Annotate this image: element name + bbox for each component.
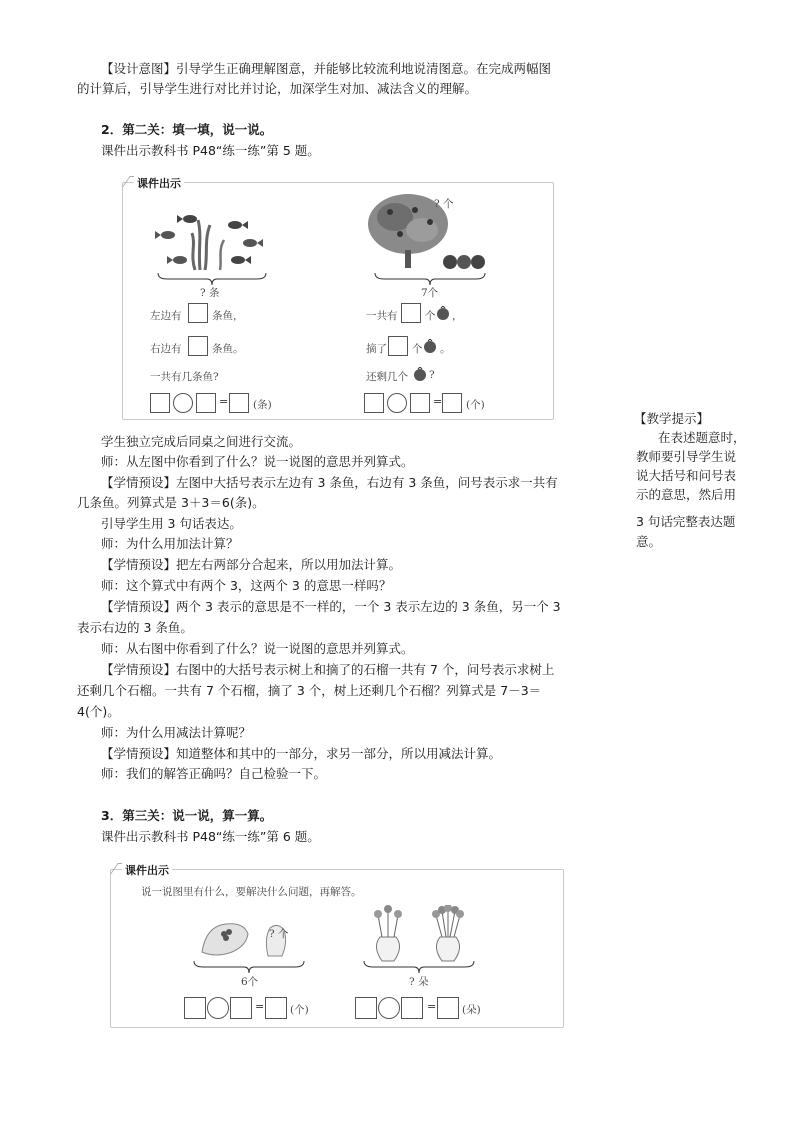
question-mark: ? <box>429 369 435 381</box>
comma: ， <box>452 310 463 322</box>
hand-unit: (个) <box>290 1004 309 1016</box>
body-line: 4(个)。 <box>77 704 120 719</box>
operator-circle[interactable] <box>173 393 193 413</box>
section3-subtitle: 课件出示教科书 P48“练一练”第 6 题。 <box>101 829 320 844</box>
pomegranate-icon <box>436 306 452 320</box>
body-line: 学生独立完成后同桌之间进行交流。 <box>101 434 302 449</box>
right-question: 还剩几个 <box>366 371 408 383</box>
body-line: 【学情预设】右图中的大括号表示树上和摘了的石榴一共有 7 个，问号表示求树上 <box>101 662 555 677</box>
body-line: 还剩几个石榴。一共有 7 个石榴，摘了 3 个，树上还剩几个石榴？列算式是 7－3＝ <box>77 683 542 698</box>
period: 。 <box>440 343 451 355</box>
body-line: 师：从左图中你看到了什么？说一说图的意思并列算式。 <box>101 454 414 469</box>
equation-box[interactable] <box>230 997 252 1019</box>
equation-box[interactable] <box>401 997 423 1019</box>
goldfish-illustration <box>150 205 270 275</box>
body-line: 师：为什么用减法计算呢？ <box>101 725 252 740</box>
left-q2-prefix: 右边有 <box>150 343 182 355</box>
brace-vases <box>363 960 475 974</box>
equation-box[interactable] <box>410 393 430 413</box>
design-intent-line2: 的计算后，引导学生进行对比并讨论，加深学生对加、减法含义的理解。 <box>77 81 478 96</box>
hands-illustration <box>196 912 306 962</box>
right-q2-suffix: 个 <box>412 343 423 355</box>
hand-question-label: ? 个 <box>269 928 289 940</box>
panel2-prompt: 说一说图里有什么，要解决什么问题，再解答。 <box>141 886 362 898</box>
hand-brace-label: 6个 <box>241 976 259 988</box>
equals-sign: = <box>427 1000 437 1013</box>
pomegranate-tree-illustration <box>360 192 490 272</box>
body-line: 表示右边的 3 条鱼。 <box>77 620 193 635</box>
body-line: 【学情预设】两个 3 表示的意思是不一样的，一个 3 表示左边的 3 条鱼，另一个 3 <box>101 599 561 614</box>
answer-box[interactable] <box>188 303 208 323</box>
vases-illustration <box>364 905 484 963</box>
equals-sign: = <box>219 395 229 408</box>
result-box[interactable] <box>437 997 459 1019</box>
result-box[interactable] <box>229 393 249 413</box>
equation-box[interactable] <box>364 393 384 413</box>
body-line: 师：这个算式中有两个 3，这两个 3 的意思一样吗？ <box>101 578 392 593</box>
teaching-tip-line: 示的意思，然后用 <box>636 487 737 502</box>
body-line: 几条鱼。列算式是 3＋3＝6(条)。 <box>77 495 265 510</box>
tree-question-label: ? 个 <box>434 198 454 210</box>
answer-box[interactable] <box>188 336 208 356</box>
right-q2-prefix: 摘了 <box>366 343 387 355</box>
left-q2-suffix: 条鱼。 <box>212 343 244 355</box>
answer-box[interactable] <box>401 303 421 323</box>
teaching-tip-title: 【教学提示】 <box>634 411 710 426</box>
equals-sign: = <box>255 1000 265 1013</box>
pomegranate-icon <box>413 367 429 381</box>
equation-box[interactable] <box>196 393 216 413</box>
left-question: 一共有几条鱼? <box>150 371 219 383</box>
left-unit: (条) <box>253 399 272 411</box>
answer-box[interactable] <box>388 336 408 356</box>
design-intent-line1: 【设计意图】引导学生正确理解图意，并能够比较流利地说清图意。在完成两幅图 <box>101 61 552 76</box>
brace-left <box>157 272 267 286</box>
body-line: 师：从右图中你看到了什么？说一说图的意思并列算式。 <box>101 641 414 656</box>
equation-box[interactable] <box>184 997 206 1019</box>
body-line: 【学情预设】左图中大括号表示左边有 3 条鱼，右边有 3 条鱼，问号表示求一共有 <box>101 475 558 490</box>
left-q1-suffix: 条鱼， <box>212 310 244 322</box>
result-box[interactable] <box>265 997 287 1019</box>
section3-title: 3．第三关：说一说，算一算。 <box>101 808 273 823</box>
brace-right <box>374 272 486 286</box>
teaching-tip-line: 说大括号和问号表 <box>636 468 737 483</box>
body-line: 【学情预设】把左右两部分合起来，所以用加法计算。 <box>101 557 402 572</box>
vase-brace-label: ? 朵 <box>409 976 429 988</box>
section2-title: 2．第二关：填一填，说一说。 <box>101 122 273 137</box>
tree-brace-label: 7个 <box>421 287 439 299</box>
section2-subtitle: 课件出示教科书 P48“练一练”第 5 题。 <box>101 143 320 158</box>
brace-hands <box>193 960 305 974</box>
result-box[interactable] <box>442 393 462 413</box>
body-line: 师：我们的解答正确吗？自己检验一下。 <box>101 766 327 781</box>
vase-unit: (朵) <box>462 1004 481 1016</box>
operator-circle[interactable] <box>387 393 407 413</box>
body-line: 【学情预设】知道整体和其中的一部分，求另一部分，所以用减法计算。 <box>101 746 502 761</box>
operator-circle[interactable] <box>207 997 229 1019</box>
equation-box[interactable] <box>150 393 170 413</box>
teaching-tip-line: 在表述题意时， <box>658 430 746 445</box>
left-q1-prefix: 左边有 <box>150 310 182 322</box>
body-line: 引导学生用 3 句话表达。 <box>101 516 242 531</box>
teaching-tip-line: 意。 <box>636 534 662 549</box>
right-unit: (个) <box>466 399 485 411</box>
right-q1-prefix: 一共有 <box>366 310 398 322</box>
body-line: 师：为什么用加法计算？ <box>101 536 239 551</box>
teaching-tip-line: 3 句话完整表达题 <box>636 514 736 529</box>
teaching-tip-line: 教师要引导学生说 <box>636 449 737 464</box>
pomegranate-icon <box>423 339 439 353</box>
right-q1-suffix: 个 <box>425 310 436 322</box>
courseware-tag-1: 课件出示 <box>134 175 184 191</box>
equals-sign: = <box>433 395 443 408</box>
fish-brace-label: ? 条 <box>200 287 220 299</box>
courseware-tag-2: 课件出示 <box>122 862 172 878</box>
operator-circle[interactable] <box>378 997 400 1019</box>
equation-box[interactable] <box>355 997 377 1019</box>
